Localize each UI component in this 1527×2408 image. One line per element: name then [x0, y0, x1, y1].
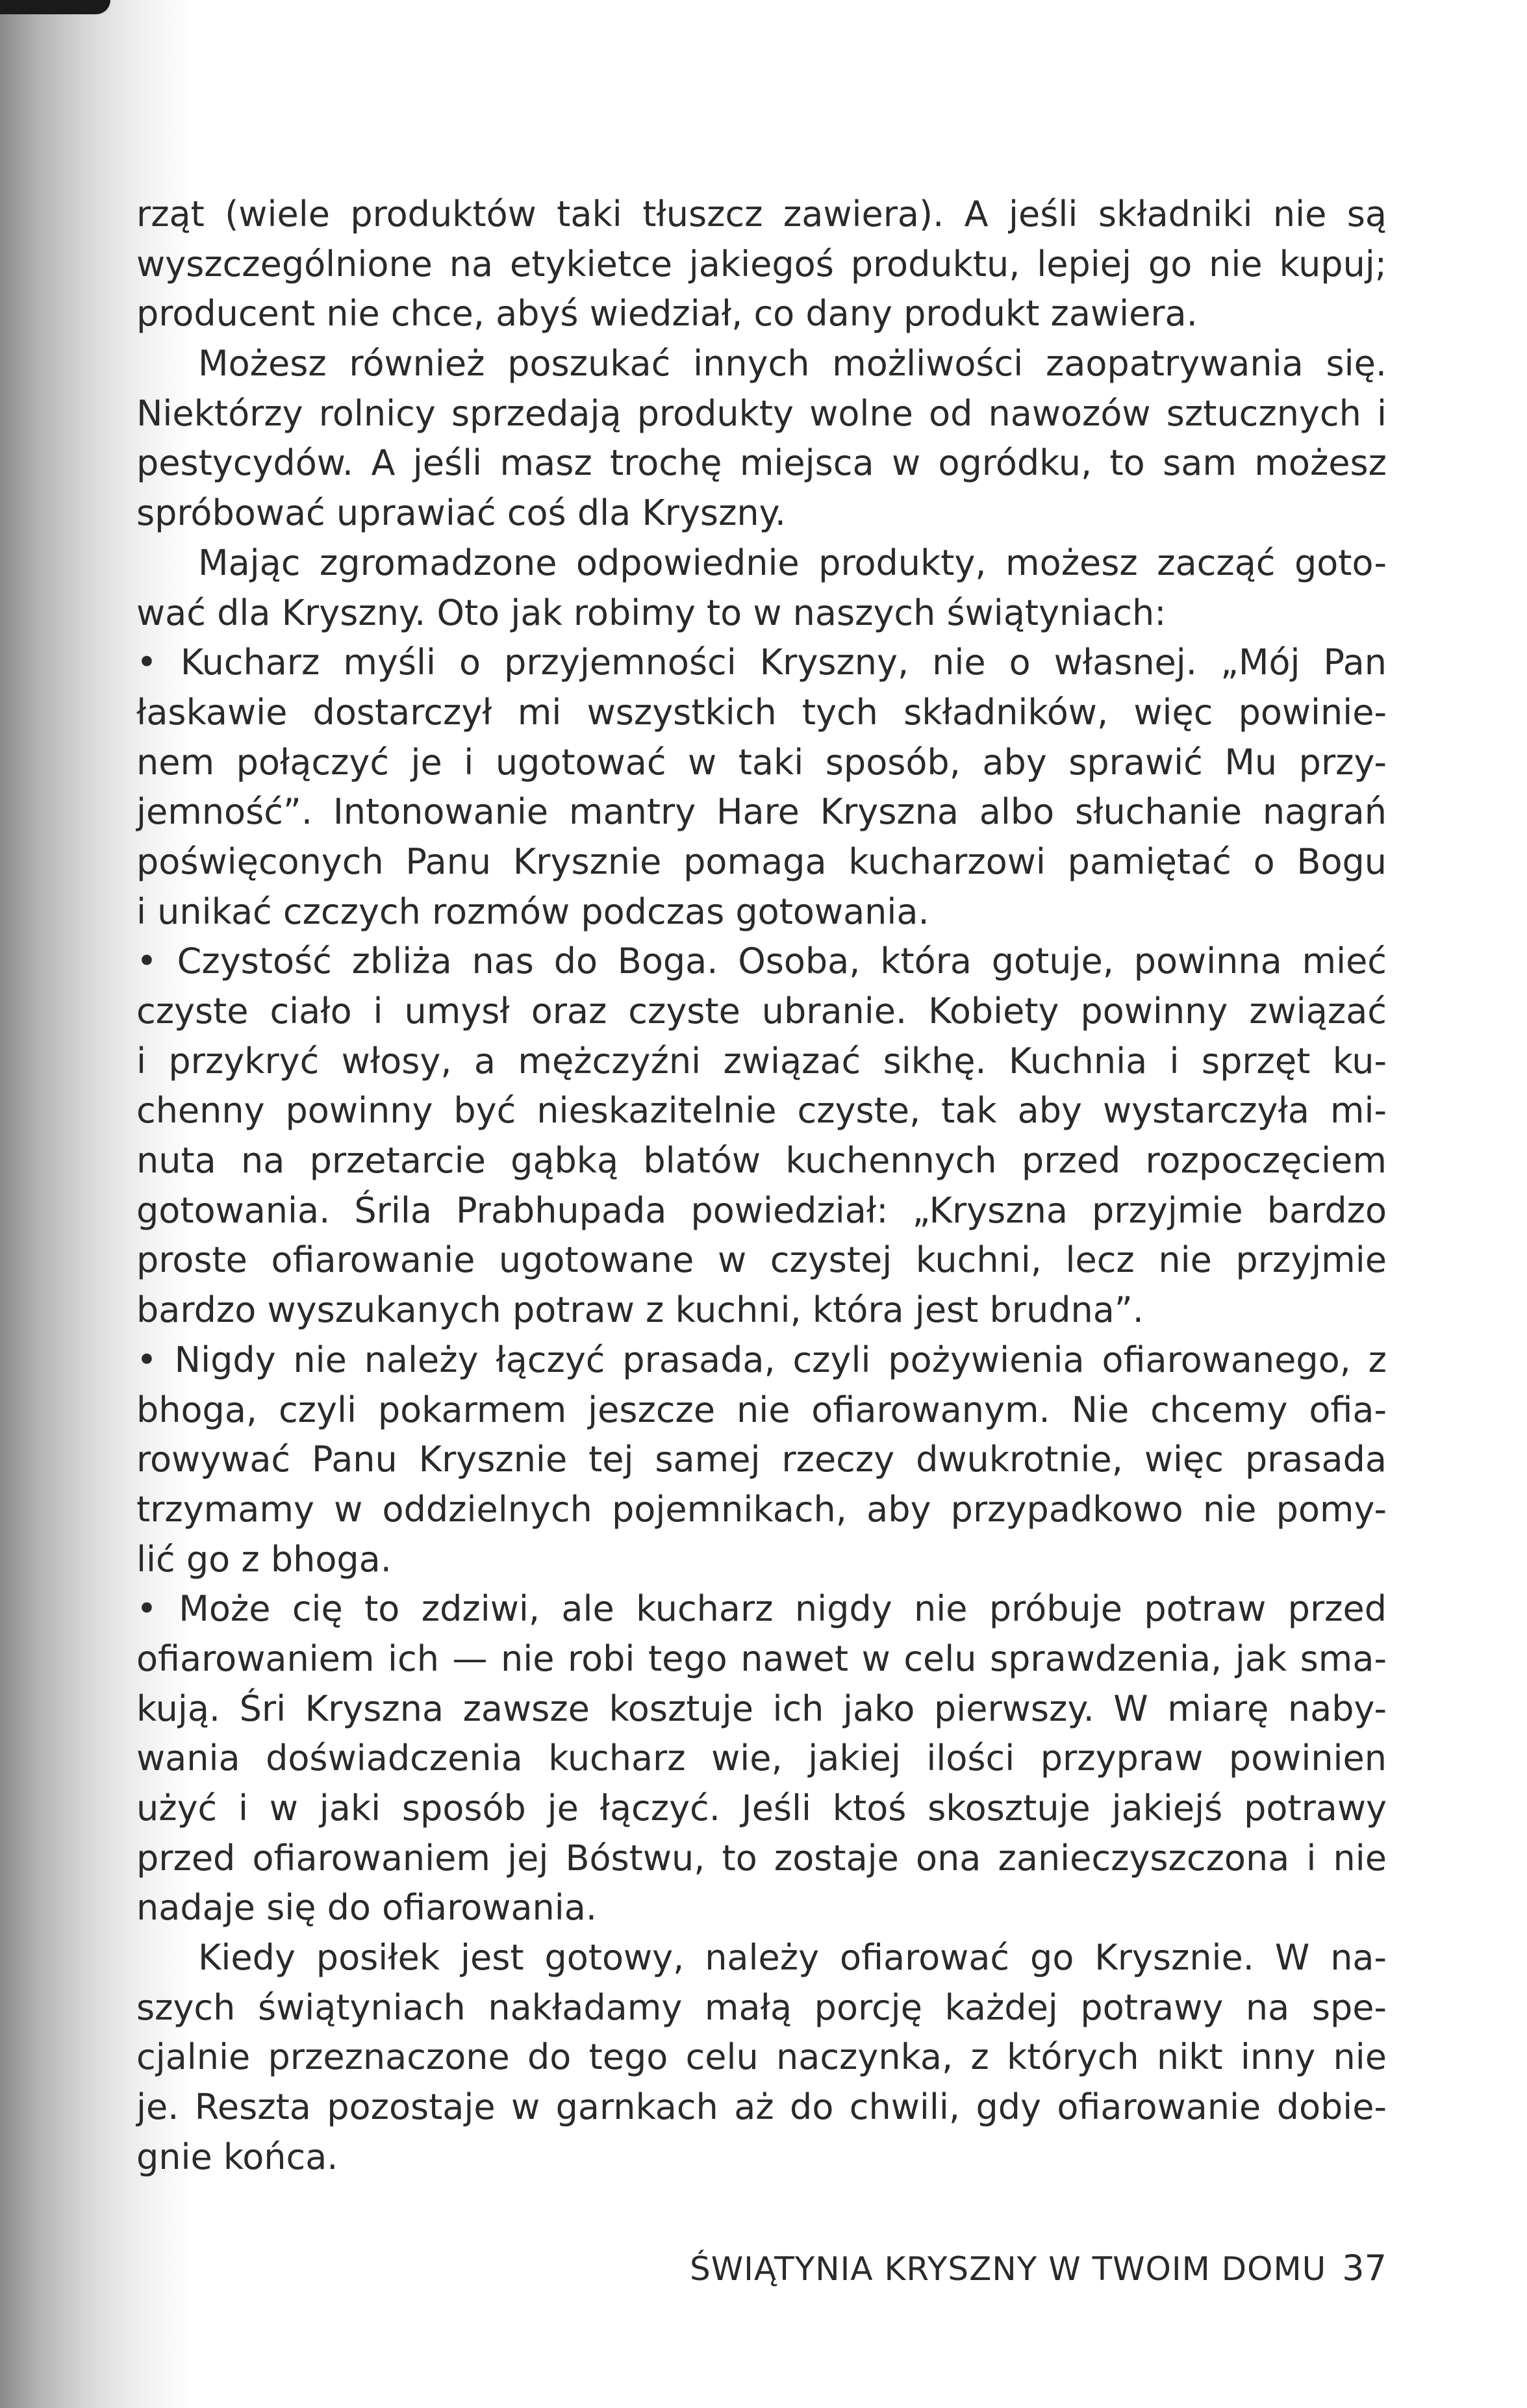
- text-line: Kiedy posiłek jest gotowy, należy ofiarować go Krysznie. W na-: [198, 1937, 1387, 1979]
- text-line: proste ofiarowanie ugotowane w czystej kuchni, lecz nie przyjmie: [136, 1239, 1387, 1281]
- text-line: bhoga, czyli pokarmem jeszcze nie ofiarowanym. Nie chcemy ofia-: [136, 1389, 1387, 1430]
- running-title: ŚWIĄTYNIA KRYSZNY W TWOIM DOMU: [689, 2250, 1327, 2288]
- text-line: pestycydów. A jeśli masz trochę miejsca w ogródku, to sam możesz: [136, 442, 1387, 484]
- text-line: gotowania. Śrila Prabhupada powiedział: „Kryszna przyjmie bardzo: [136, 1189, 1387, 1231]
- text-line: kują. Śri Kryszna zawsze kosztuje ich jako pierwszy. W miarę naby-: [136, 1688, 1387, 1729]
- text-line: Możesz również poszukać innych możliwości zaopatrywania się.: [198, 343, 1387, 385]
- text-line: użyć i w jaki sposób je łączyć. Jeśli ktoś skosztuje jakiejś potrawy: [136, 1788, 1387, 1829]
- page-footer: [675, 2248, 1387, 2288]
- text-line: rząt (wiele produktów taki tłuszcz zawiera). A jeśli składniki nie są: [136, 194, 1387, 234]
- text-line: czyste ciało i umysł oraz czyste ubranie. Kobiety powinny związać: [136, 991, 1387, 1032]
- text-line: Niektórzy rolnicy sprzedają produkty wolne od nawozów sztucznych i: [136, 392, 1387, 434]
- text-line: trzymamy w oddzielnych pojemnikach, aby przypadkowo nie pomy-: [136, 1488, 1387, 1530]
- page-body-text: [136, 190, 1387, 2183]
- text-line: • Czystość zbliża nas do Boga. Osoba, która gotuje, powinna mieć: [136, 941, 1387, 982]
- text-line: wyszczególnione na etykietce jakiegoś produktu, lepiej go nie kupuj;: [136, 243, 1387, 285]
- text-line: nem połączyć je i ugotować w taki sposób, aby sprawić Mu przy-: [136, 741, 1387, 783]
- page-number: 37: [1342, 2248, 1387, 2288]
- text-line: spróbować uprawiać coś dla Kryszny.: [136, 492, 787, 534]
- scan-corner: [0, 0, 110, 14]
- text-line: łaskawie dostarczył mi wszystkich tych składników, więc powinie-: [136, 691, 1387, 733]
- text-line: rowywać Panu Krysznie tej samej rzeczy dwukrotnie, więc prasada: [136, 1439, 1387, 1480]
- text-line: bardzo wyszukanych potraw z kuchni, która jest brudna”.: [136, 1289, 1144, 1331]
- text-line: chenny powinny być nieskazitelnie czyste, tak aby wystarczyła mi-: [136, 1090, 1387, 1132]
- text-line: • Kucharz myśli o przyjemności Kryszny, nie o własnej. „Mój Pan: [136, 642, 1387, 683]
- text-line: • Nigdy nie należy łączyć prasada, czyli pożywienia ofiarowanego, z: [136, 1339, 1387, 1380]
- text-line: i przykryć włosy, a mężczyźni związać sikhę. Kuchnia i sprzęt ku-: [136, 1040, 1387, 1082]
- text-line: lić go z bhoga.: [136, 1538, 392, 1580]
- text-line: cjalnie przeznaczone do tego celu naczynka, z których nikt inny nie: [136, 2036, 1387, 2078]
- text-line: nadaje się do ofiarowania.: [136, 1887, 598, 1929]
- text-line: Mając zgromadzone odpowiednie produkty, możesz zacząć goto-: [198, 542, 1387, 583]
- text-line: nuta na przetarcie gąbką blatów kuchennych przed rozpoczęciem: [136, 1140, 1387, 1182]
- text-line: wania doświadczenia kucharz wie, jakiej ilości przypraw powinien: [136, 1738, 1387, 1779]
- text-line: szych świątyniach nakładamy małą porcję każdej potrawy na spe-: [136, 1986, 1387, 2028]
- text-line: i unikać czczych rozmów podczas gotowania.: [136, 891, 929, 932]
- text-line: producent nie chce, abyś wiedział, co dany produkt zawiera.: [136, 293, 1198, 335]
- text-line: gnie końca.: [136, 2136, 338, 2177]
- text-line: jemność”. Intonowanie mantry Hare Kryszna albo słuchanie nagrań: [136, 791, 1387, 833]
- text-line: wać dla Kryszny. Oto jak robimy to w naszych świątyniach:: [136, 592, 1167, 633]
- text-line: ofiarowaniem ich — nie robi tego nawet w celu sprawdzenia, jak sma-: [136, 1638, 1387, 1679]
- text-line: przed ofiarowaniem jej Bóstwu, to zostaje ona zanieczyszczona i nie: [136, 1837, 1387, 1879]
- text-line: je. Reszta pozostaje w garnkach aż do chwili, gdy ofiarowanie dobie-: [136, 2086, 1387, 2128]
- text-line: • Może cię to zdziwi, ale kucharz nigdy nie próbuje potraw przed: [136, 1588, 1387, 1630]
- text-line: poświęconych Panu Krysznie pomaga kucharzowi pamiętać o Bogu: [136, 841, 1387, 882]
